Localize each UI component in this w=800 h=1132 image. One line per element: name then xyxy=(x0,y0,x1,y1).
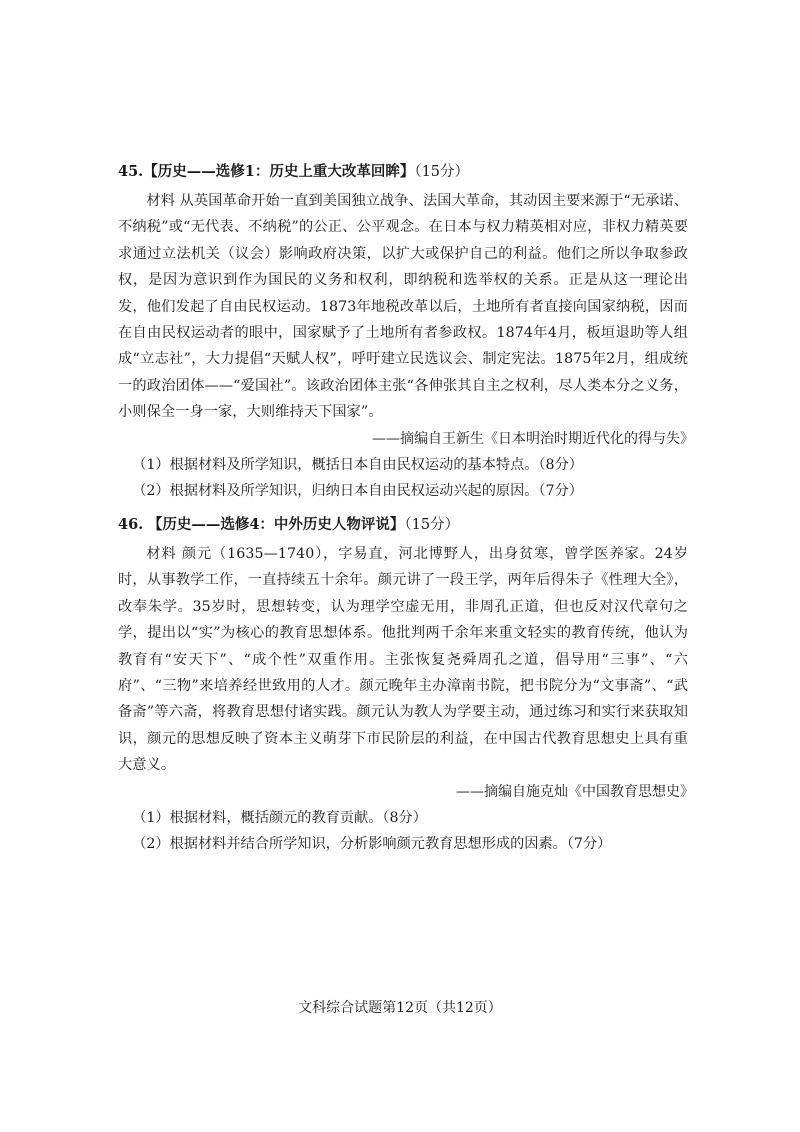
question-45-sub-1: （1）根据材料及所学知识，概括日本自由民权运动的基本特点。（8分） xyxy=(132,456,583,473)
page-footer: 文科综合试题第12页（共12页） xyxy=(298,1000,502,1016)
question-46-number: 46. xyxy=(118,516,144,533)
question-46-sub-1: （1）根据材料，概括颜元的教育贡献。（8分） xyxy=(132,809,427,826)
question-46 xyxy=(118,513,694,857)
question-45-title: 【历史——选修1：历史上重大改革回眸】 xyxy=(143,163,415,180)
question-45-number: 45. xyxy=(118,163,144,180)
question-46-score: （15分） xyxy=(404,517,460,533)
question-46-material: 材料 颜元（1635—1740），字易直，河北博野人，出身贫寒，曾学医养家。24岁时，从事教学工作，一直持续五十余年。颜元讲了一段王学，两年后得朱子《性理大全》，改奉朱学。35岁时，思想转变，认为理学空虚无用，非周孔正道，但也反对汉代章句之学，提出以“实”为核心的教育思想体系。他批判两千余年来重文轻实的教育传统，他认为教育有“安天下”、“成个性”双重作用。主张恢复尧舜周孔之道，倡导用“三事”、“六府”、“三物”来培养经世致用的人才。颜元晚年主办漳南书院，把书院分为“文事斋”、“武备斋”等六斋，将教育思想付诸实践。颜元认为教人为学要主动，通过练习和实行来获取知识，颜元的思想反映了资本主义萌芽下市民阶层的利益，在中国古代教育思想史上具有重大意义。 xyxy=(118,546,688,774)
question-46-source: ——摘编自施克灿《中国教育思想史》 xyxy=(456,783,694,800)
question-45-source: ——摘编自王新生《日本明治时期近代化的得与失》 xyxy=(372,430,694,447)
question-45-score: （15分） xyxy=(414,164,470,180)
question-45-sub-2: （2）根据材料及所学知识，归纳日本自由民权运动兴起的原因。（7分） xyxy=(132,482,583,499)
question-45 xyxy=(118,160,694,504)
question-46-header xyxy=(118,513,688,537)
question-46-sub-2: （2）根据材料并结合所学知识，分析影响颜元教育思想形成的因素。（7分） xyxy=(132,835,612,852)
question-45-header xyxy=(118,160,688,184)
question-45-material: 材料 从英国革命开始一直到美国独立战争、法国大革命，其动因主要来源于“无承诺、不纳税”或“无代表、不纳税”的公正、公平观念。在日本与权力精英相对应，非权力精英要求通过立法机关（议会）影响政府决策，以扩大或保护自己的利益。他们之所以争取参政权，是因为意识到作为国民的义务和权利，即纳税和选举权的关系。正是从这一理论出发，他们发起了自由民权运动。1873年地税改革以后，土地所有者直接向国家纳税，因而在自由民权运动者的眼中，国家赋予了土地所有者参政权。1874年4月，板垣退助等人组成“立志社”，大力提倡“天赋人权”，呼吁建立民选议会、制定宪法。1875年2月，组成统一的政治团体——“爱国社”。该政治团体主张“各伸张其自主之权利，尽人类本分之义务，小则保全一身一家，大则维持天下国家”。 xyxy=(118,193,688,421)
question-46-title: 【历史——选修4：中外历史人物评说】 xyxy=(147,516,405,533)
